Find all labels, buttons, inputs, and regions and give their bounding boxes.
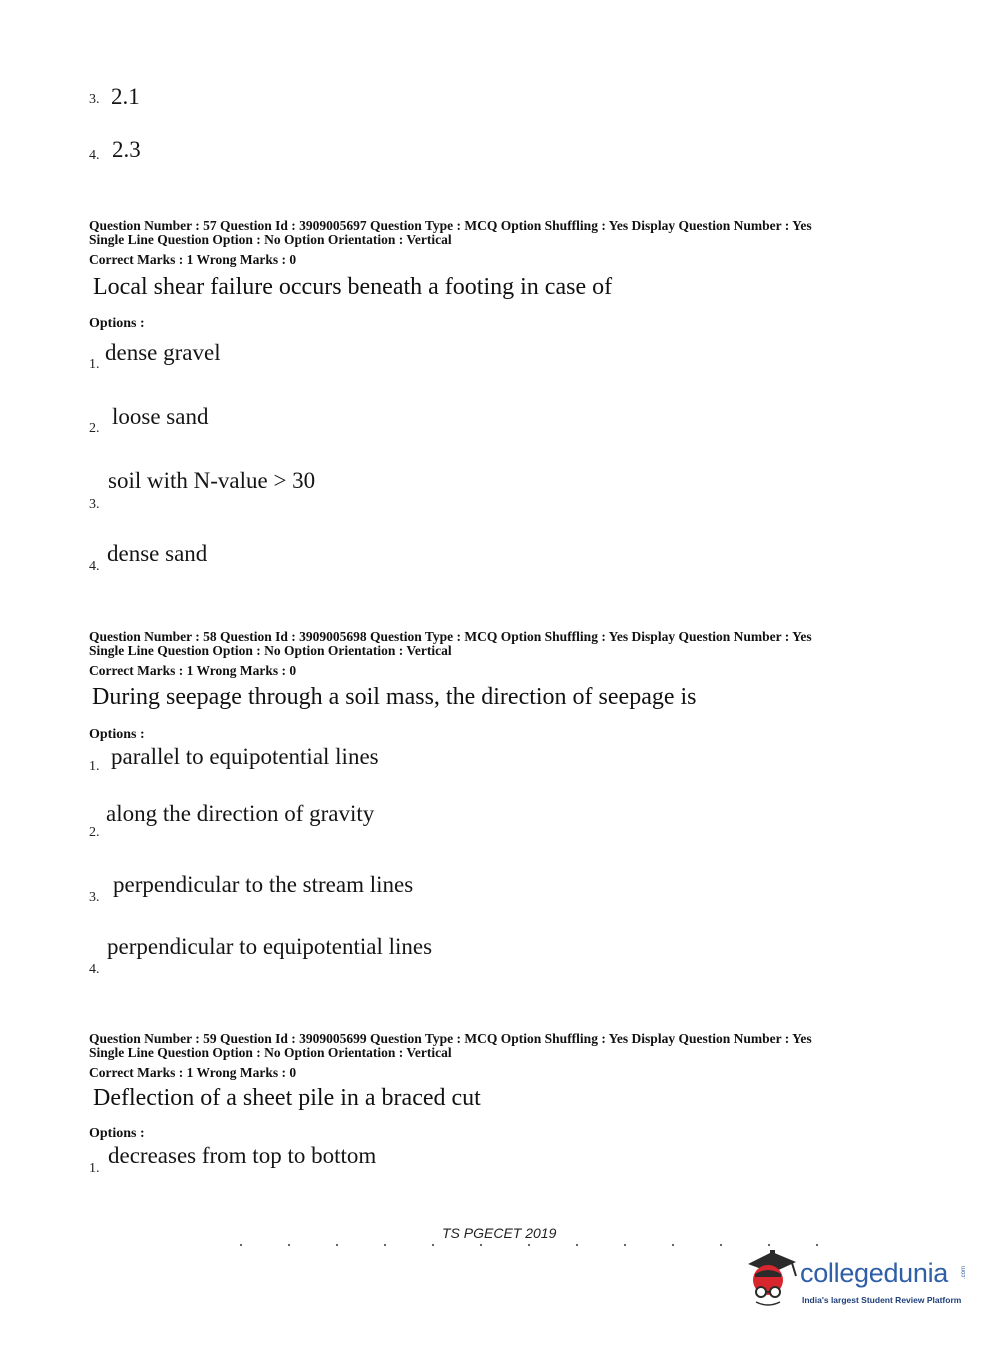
question-meta: Question Number : 57 Question Id : 3909005697 Question Type : MCQ Option Shuffling : Yes Display Question Number : Yes — [89, 218, 812, 233]
question-marks: Correct Marks : 1 Wrong Marks : 0 — [89, 252, 297, 267]
option-text: dense gravel — [105, 340, 221, 365]
mascot-icon — [742, 1246, 802, 1310]
options-label: Options : — [89, 1126, 145, 1141]
option-text: dense sand — [107, 541, 208, 566]
option-text: 2.1 — [111, 84, 140, 109]
option-number: 3. — [89, 890, 100, 905]
logo-tagline: India's largest Student Review Platform — [802, 1295, 962, 1305]
option-text: 2.3 — [112, 137, 141, 162]
collegedunia-logo — [742, 1246, 972, 1316]
option-number: 1. — [89, 1161, 100, 1176]
question-text: During seepage through a soil mass, the direction of seepage is — [92, 684, 697, 710]
question-marks: Correct Marks : 1 Wrong Marks : 0 — [89, 663, 297, 678]
option-text: loose sand — [112, 404, 209, 429]
question-meta: Question Number : 58 Question Id : 3909005698 Question Type : MCQ Option Shuffling : Yes Display Question Number : Yes — [89, 629, 812, 644]
options-label: Options : — [89, 316, 145, 331]
option-number: 2. — [89, 421, 100, 436]
option-number: 1. — [89, 759, 100, 774]
question-meta: Single Line Question Option : No Option Orientation : Vertical — [89, 1045, 452, 1060]
question-text: Deflection of a sheet pile in a braced cut — [93, 1085, 481, 1111]
question-text: Local shear failure occurs beneath a footing in case of — [93, 274, 613, 300]
option-number: 4. — [89, 148, 100, 163]
logo-name: collegedunia — [800, 1258, 949, 1288]
question-meta: Single Line Question Option : No Option Orientation : Vertical — [89, 643, 452, 658]
option-number: 3. — [89, 497, 100, 512]
option-number: 4. — [89, 962, 100, 977]
option-text: soil with N-value > 30 — [108, 468, 316, 493]
footer-title: TS PGECET 2019 — [442, 1225, 557, 1241]
option-text: decreases from top to bottom — [108, 1143, 377, 1168]
options-label: Options : — [89, 727, 145, 742]
logo-com: .com — [961, 1266, 967, 1280]
question-marks: Correct Marks : 1 Wrong Marks : 0 — [89, 1065, 297, 1080]
option-text: perpendicular to equipotential lines — [107, 934, 433, 959]
option-text: perpendicular to the stream lines — [113, 872, 414, 897]
option-number: 3. — [89, 92, 100, 107]
option-number: 2. — [89, 825, 100, 840]
option-number: 4. — [89, 559, 100, 574]
option-text: along the direction of gravity — [106, 801, 375, 826]
option-text: parallel to equipotential lines — [111, 744, 379, 769]
question-meta: Single Line Question Option : No Option Orientation : Vertical — [89, 232, 452, 247]
option-number: 1. — [89, 357, 100, 372]
footer-dotted-rule — [240, 1244, 820, 1246]
question-meta: Question Number : 59 Question Id : 3909005699 Question Type : MCQ Option Shuffling : Yes Display Question Number : Yes — [89, 1031, 812, 1046]
